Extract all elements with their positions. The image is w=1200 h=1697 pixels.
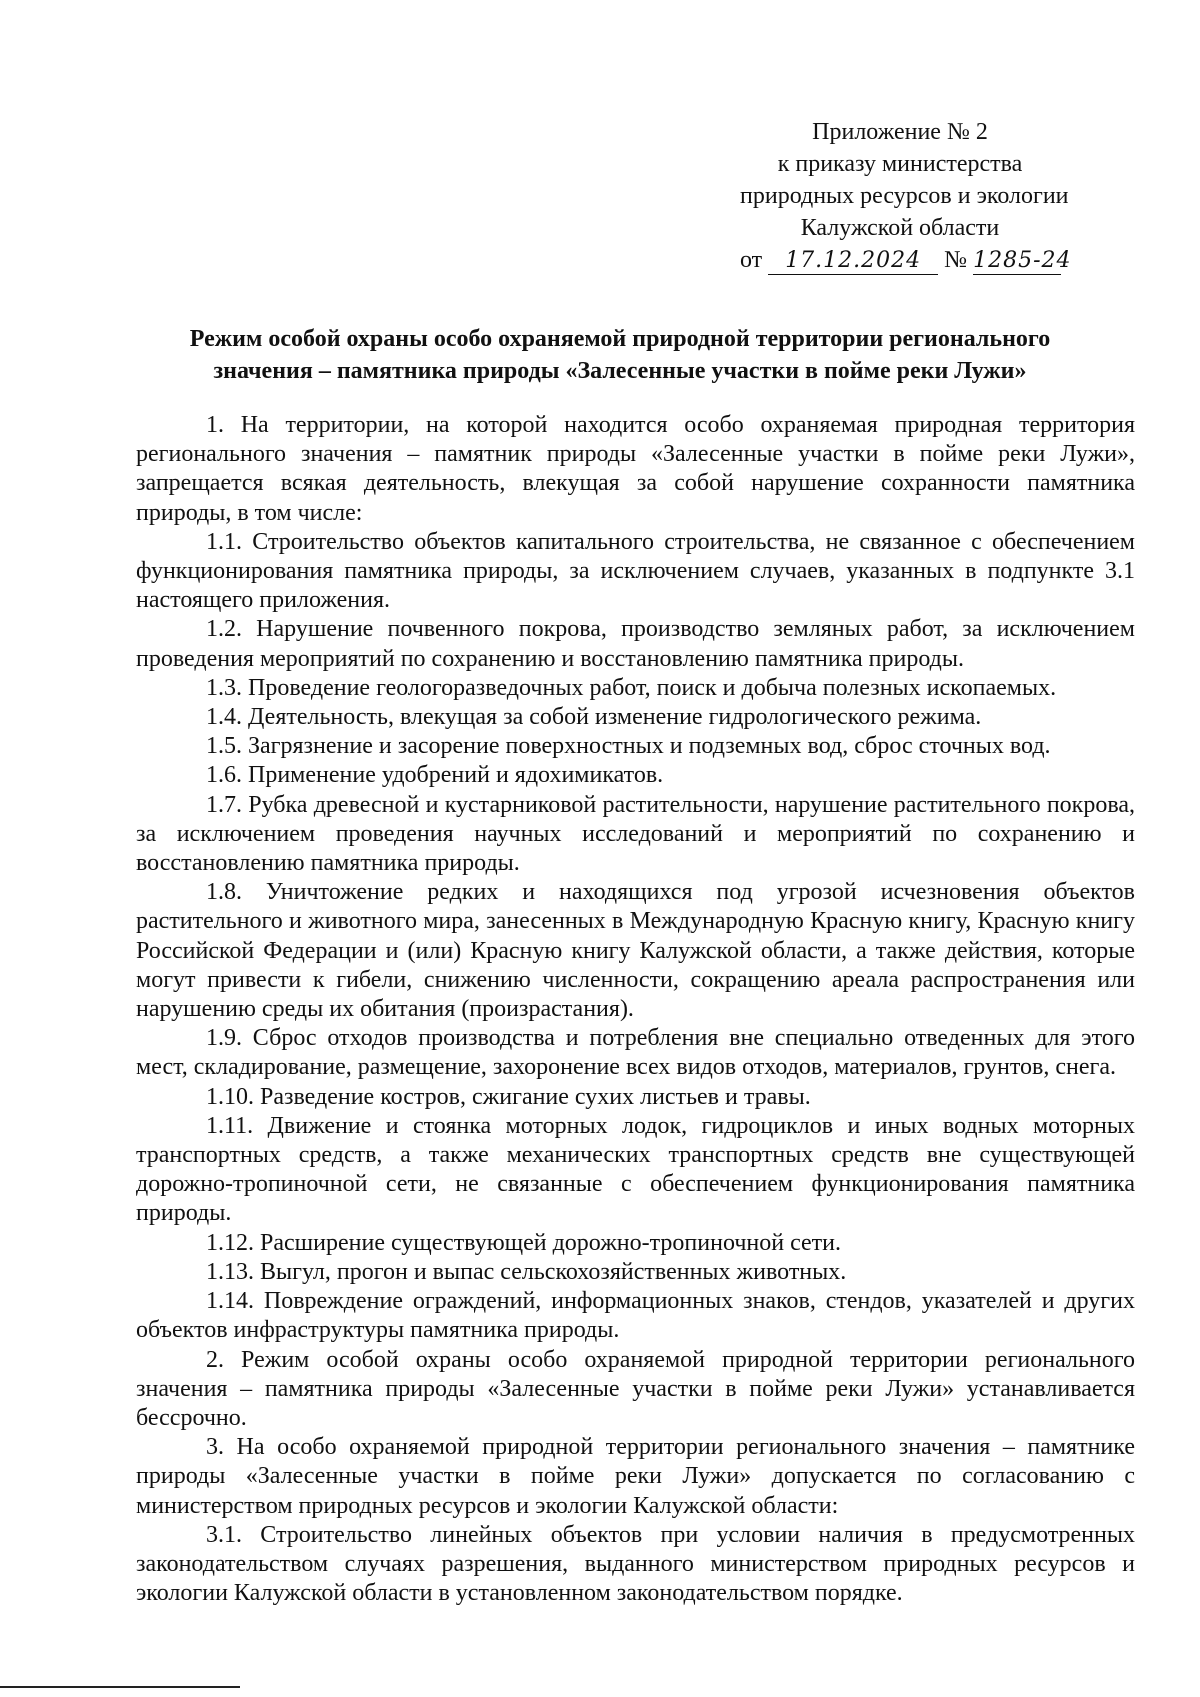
paragraph-3: 3. На особо охраняемой природной территории регионального значения – памятнике природы «Залесенные участки в пойме реки Лужи» допускается по согласованию с министерством природных ресурсов и экологии Калужской области: — [136, 1434, 1135, 1519]
paragraph-1-6: 1.6. Применение удобрений и ядохимикатов. — [206, 762, 664, 789]
title-line-1: Режим особой охраны особо охраняемой природной территории регионального — [189, 326, 1051, 352]
document-title — [130, 323, 1110, 387]
paragraph-1-9: 1.9. Сброс отходов производства и потребления вне специально отведенных для этого мест, складирование, размещение, захоронение всех видов отходов, материалов, грунтов, снега. — [136, 1025, 1135, 1081]
paragraph-1-3: 1.3. Проведение геологоразведочных работ, поиск и добыча полезных ископаемых. — [206, 674, 1057, 701]
paragraph-1-12: 1.12. Расширение существующей дорожно-тропиночной сети. — [206, 1229, 842, 1256]
order-date-number-line — [740, 244, 1072, 276]
paragraph-1-4: 1.4. Деятельность, влекущая за собой изменение гидрологического режима. — [206, 704, 982, 731]
document-body — [136, 411, 1135, 1608]
paragraph-1-8: 1.8. Уничтожение редких и находящихся под угрозой исчезновения объектов растительного и животного мира, занесенных в Международную Красную книгу, Красную книгу Российской Федерации и (или) Красную книгу Калужской области, а также действия, которые могут привести к гибели, снижению численности, сокращению ареала распространения или нарушению среды их обитания (произрастания). — [136, 879, 1135, 1023]
paragraph-1-5: 1.5. Загрязнение и засорение поверхностных и подземных вод, сброс сточных вод. — [206, 733, 1051, 760]
appendix-header — [740, 116, 1072, 276]
paragraph-1-10: 1.10. Разведение костров, сжигание сухих листьев и травы. — [206, 1083, 811, 1110]
paragraph-3-1: 3.1. Строительство линейных объектов при условии наличия в предусмотренных законодательством случаях разрешения, выданного министерством природных ресурсов и экологии Калужской области в установленном законодательством порядке. — [136, 1521, 1135, 1607]
paragraph-1: 1. На территории, на которой находится особо охраняемая природная территория регионального значения – памятник природы «Залесенные участки в пойме реки Лужи», запрещается всякая деятельность, влекущая за собой нарушение сохранности памятника природы, в том числе: — [136, 412, 1135, 526]
paragraph-1-11: 1.11. Движение и стоянка моторных лодок, гидроциклов и иных водных моторных транспортных средств, а также механических транспортных средств вне существующей дорожно-тропиночной сети, не связанные с обеспечением функционирования памятника природы. — [136, 1112, 1135, 1227]
paragraph-1-7: 1.7. Рубка древесной и кустарниковой растительности, нарушение растительного покрова, за исключением проведения научных исследований и мероприятий по сохранению и восстановлению памятника природы. — [136, 791, 1135, 877]
date-prefix: от — [740, 247, 763, 273]
handwritten-date: 17.12.2024 — [768, 248, 938, 275]
appendix-line-4: Калужской области — [800, 215, 1000, 241]
paragraph-1-1: 1.1. Строительство объектов капитального строительства, не связанное с обеспечением функционирования памятника природы, за исключением случаев, указанных в подпункте 3.1 настоящего приложения. — [136, 528, 1135, 614]
appendix-line-3: природных ресурсов и экологии — [740, 183, 1069, 209]
paragraph-2: 2. Режим особой охраны особо охраняемой природной территории регионального значения – памятника природы «Залесенные участки в пойме реки Лужи» устанавливается бессрочно. — [136, 1346, 1135, 1431]
number-prefix: № — [944, 247, 968, 273]
appendix-line-2: к приказу министерства — [777, 151, 1023, 177]
paragraph-1-14: 1.14. Повреждение ограждений, информационных знаков, стендов, указателей и других объектов инфраструктуры памятника природы. — [136, 1288, 1135, 1344]
title-line-2: значения – памятника природы «Залесенные участки в пойме реки Лужи» — [213, 358, 1027, 384]
footer-divider — [0, 1686, 240, 1688]
appendix-line-1: Приложение № 2 — [812, 119, 988, 145]
paragraph-1-13: 1.13. Выгул, прогон и выпас сельскохозяйственных животных. — [206, 1258, 847, 1285]
handwritten-number: 1285-24 — [973, 248, 1072, 273]
paragraph-1-2: 1.2. Нарушение почвенного покрова, производство земляных работ, за исключением проведения мероприятий по сохранению и восстановлению памятника природы. — [136, 616, 1135, 672]
